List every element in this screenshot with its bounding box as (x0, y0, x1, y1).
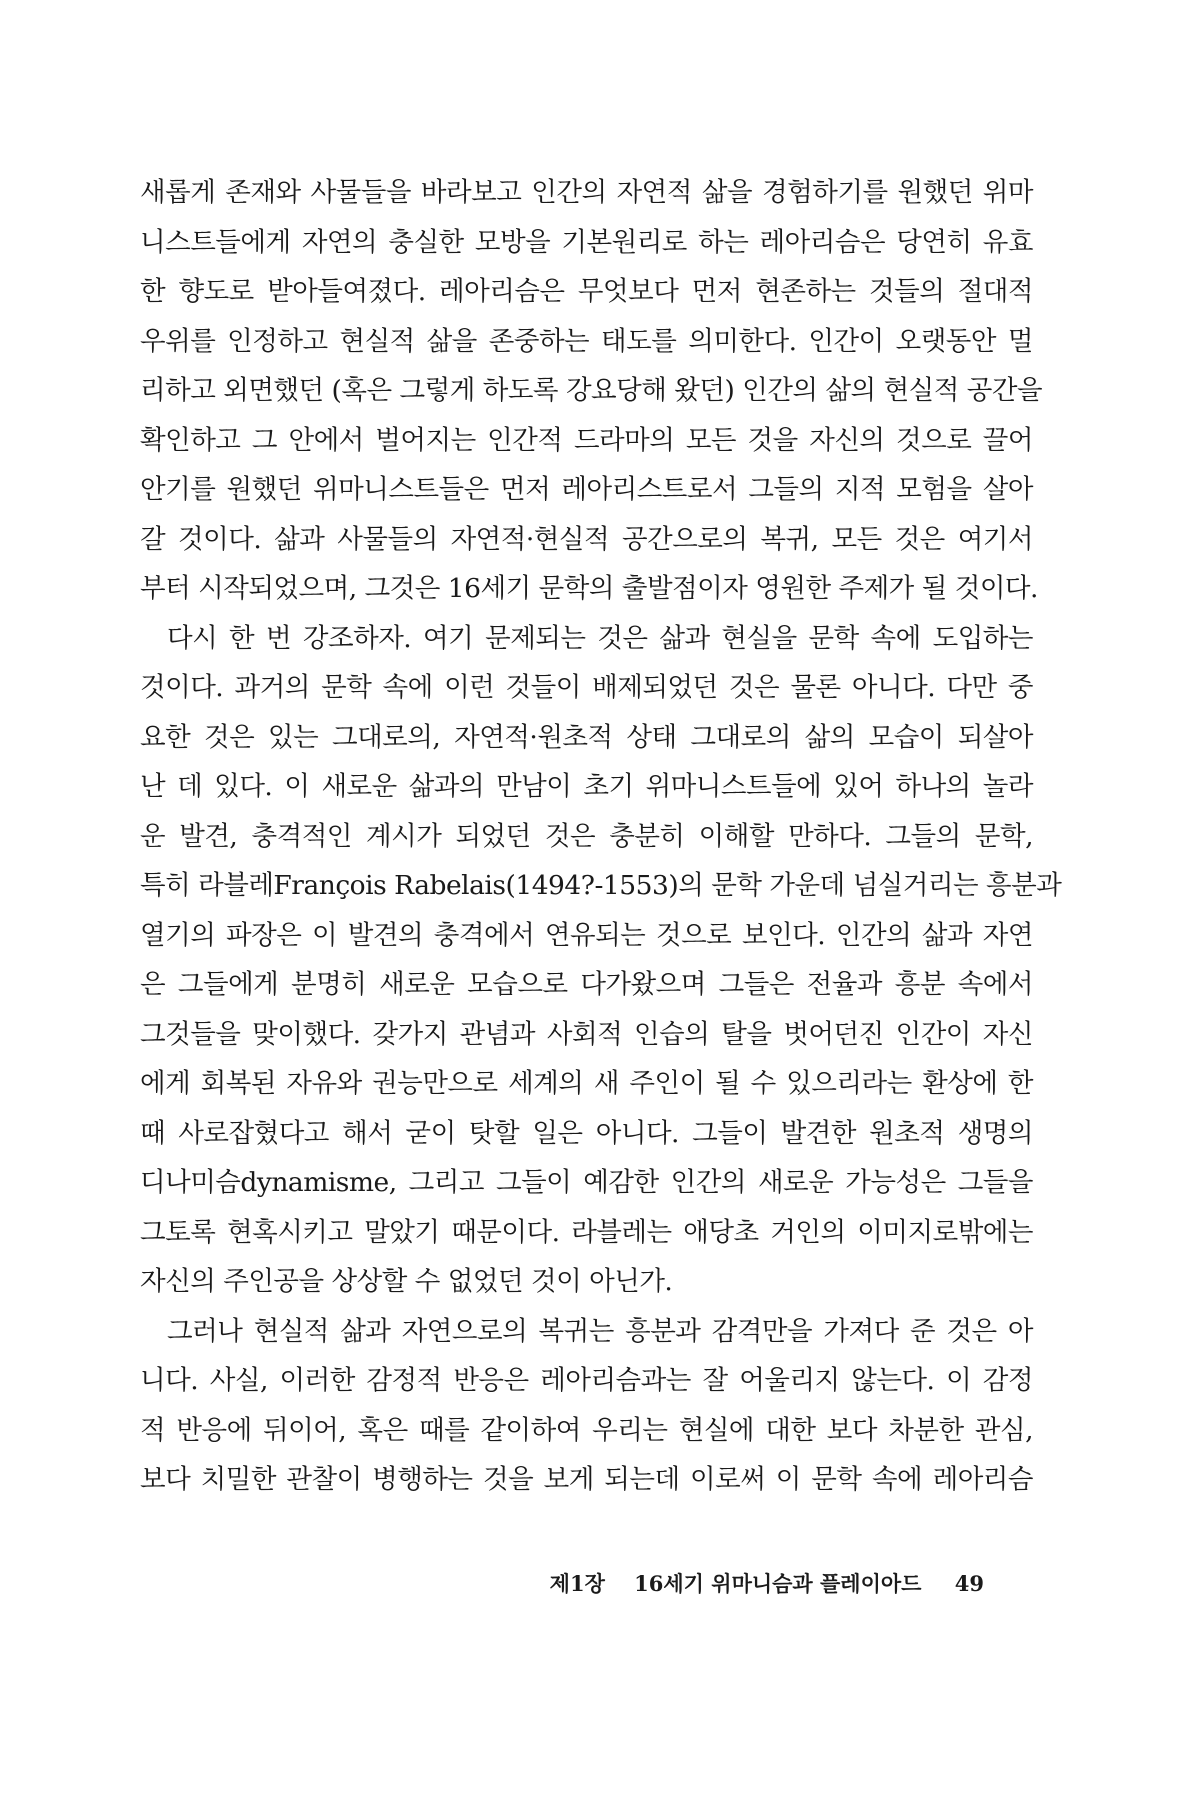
text-line: 은 그들에게 분명히 새로운 모습으로 다가왔으며 그들은 전율과 흥분 속에서 (140, 969, 1033, 1000)
text-line: 새롭게 존재와 사물들을 바라보고 인간의 자연적 삶을 경험하기를 원했던 위마 (140, 177, 1033, 208)
body-text (140, 168, 1062, 1505)
text-line: 그토록 현혹시키고 말았기 때문이다. 라블레는 애당초 거인의 이미지로밖에는 (140, 1216, 1033, 1248)
text-line: 니스트들에게 자연의 충실한 모방을 기본원리로 하는 레아리슴은 당연히 유효 (140, 226, 1033, 258)
section-title: 16세기 위마니슴과 플레이아드 (634, 1571, 922, 1596)
text-line: 디나미슴dynamisme, 그리고 그들이 예감한 인간의 새로운 가능성은 그들을 (140, 1167, 1033, 1198)
text-line: 그러나 현실적 삶과 자연으로의 복귀는 흥분과 감격만을 가져다 준 것은 아 (167, 1315, 1033, 1347)
chapter-label: 제1장 (549, 1571, 605, 1596)
text-line: 확인하고 그 안에서 벌어지는 인간적 드라마의 모든 것을 자신의 것으로 끌어 (140, 424, 1033, 456)
text-line: 한 향도로 받아들여졌다. 레아리슴은 무엇보다 먼저 현존하는 것들의 절대적 (140, 276, 1033, 307)
text-line: 것이다. 과거의 문학 속에 이런 것들이 배제되었던 것은 물론 아니다. 다만 중 (140, 672, 1033, 703)
text-line: 난 데 있다. 이 새로운 삶과의 만남이 초기 위마니스트들에 있어 하나의 놀라 (140, 771, 1033, 802)
page-footer (550, 1568, 984, 1598)
text-line: 특히 라블레François Rabelais(1494?-1553)의 문학 가운데 넘실거리는 흥분과 (140, 870, 1062, 901)
text-line: 리하고 외면했던 (혹은 그렇게 하도록 강요당해 왔던) 인간의 삶의 현실적 공간을 (140, 375, 1043, 406)
text-line: 다시 한 번 강조하자. 여기 문제되는 것은 삶과 현실을 문학 속에 도입하는 (167, 622, 1033, 654)
text-line: 니다. 사실, 이러한 감정적 반응은 레아리슴과는 잘 어울리지 않는다. 이 감정 (140, 1365, 1033, 1396)
text-line: 그것들을 맞이했다. 갖가지 관념과 사회적 인습의 탈을 벗어던진 인간이 자신 (140, 1018, 1033, 1050)
text-line: 안기를 원했던 위마니스트들은 먼저 레아리스트로서 그들의 지적 모험을 살아 (140, 474, 1033, 505)
text-line: 자신의 주인공을 상상할 수 없었던 것이 아닌가. (140, 1266, 673, 1297)
text-line: 열기의 파장은 이 발견의 충격에서 연유되는 것으로 보인다. 인간의 삶과 자연 (140, 919, 1033, 951)
text-line: 우위를 인정하고 현실적 삶을 존중하는 태도를 의미한다. 인간이 오랫동안 멀 (140, 325, 1033, 357)
text-line: 보다 치밀한 관찰이 병행하는 것을 보게 되는데 이로써 이 문학 속에 레아리슴 (140, 1464, 1033, 1495)
text-line: 요한 것은 있는 그대로의, 자연적·원초적 상태 그대로의 삶의 모습이 되살아 (140, 721, 1033, 753)
text-line: 부터 시작되었으며, 그것은 16세기 문학의 출발점이자 영원한 주제가 될 것이다. (140, 573, 1038, 604)
text-line: 에게 회복된 자유와 권능만으로 세계의 새 주인이 될 수 있으리라는 환상에 한 (140, 1068, 1033, 1099)
text-line: 적 반응에 뒤이어, 혹은 때를 같이하여 우리는 현실에 대한 보다 차분한 관심, (140, 1414, 1033, 1446)
text-line: 운 발견, 충격적인 계시가 되었던 것은 충분히 이해할 만하다. 그들의 문학, (140, 820, 1033, 852)
page-number: 49 (954, 1571, 984, 1596)
text-line: 갈 것이다. 삶과 사물들의 자연적·현실적 공간으로의 복귀, 모든 것은 여기서 (140, 523, 1033, 555)
text-line: 때 사로잡혔다고 해서 굳이 탓할 일은 아니다. 그들이 발견한 원초적 생명의 (140, 1117, 1033, 1149)
